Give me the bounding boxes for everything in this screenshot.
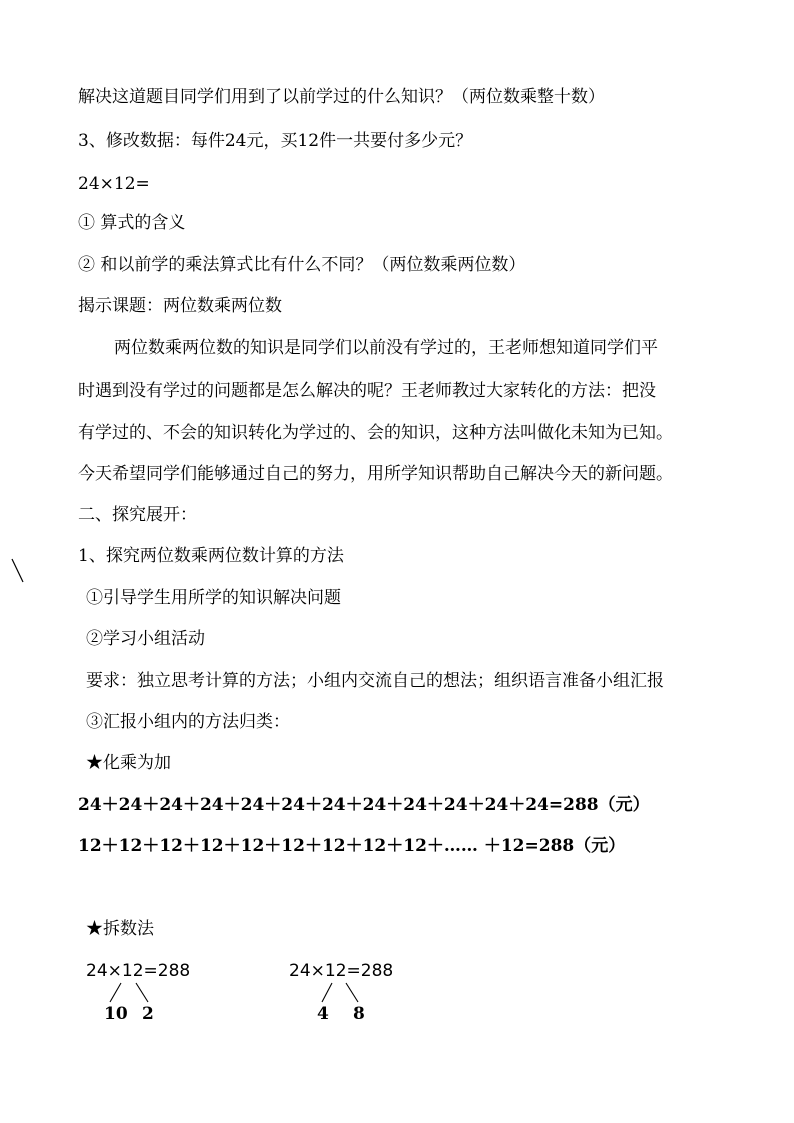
addition-expression-24: 24＋24＋24＋24＋24＋24＋24＋24＋24＋24＋24＋24=288（元） [78,795,650,815]
reveal-topic: 揭示课题：两位数乘两位数 [78,296,282,316]
intro-paragraph-line-4: 今天希望同学们能够通过自己的努力，用所学知识帮助自己解决今天的新问题。 [78,464,673,484]
addition-expression-12: 12＋12＋12＋12＋12＋12＋12＋12＋12＋…… ＋12=288（元） [78,836,626,856]
intro-paragraph-line-1: 两位数乘两位数的知识是同学们以前没有学过的，王老师想知道同学们平 [114,338,658,358]
step-group-activity: ②学习小组活动 [86,629,205,649]
split-tree-1-branches [108,982,158,1004]
split-tree-2-branches [316,982,366,1004]
intro-paragraph-line-2: 时遇到没有学过的问题都是怎么解决的呢？王老师教过大家转化的方法：把没 [78,381,656,401]
step-guide-students: ①引导学生用所学的知识解决问题 [86,588,341,608]
split-tree-2-equation: 24×12=288 [289,961,394,981]
equation-24x12: 24×12= [78,174,150,194]
intro-paragraph-line-3: 有学过的、不会的知识转化为学过的、会的知识，这种方法叫做化未知为已知。 [78,423,673,443]
margin-stroke [10,558,26,584]
section-heading-explore: 二、探究展开： [78,505,197,525]
step-report-classify: ③汇报小组内的方法归类： [86,712,290,732]
split-tree-2-left-part: 4 [317,1004,329,1024]
item-expression-meaning: ① 算式的含义 [78,213,186,233]
item-difference-question: ② 和以前学的乘法算式比有什么不同？（两位数乘两位数） [78,255,526,275]
split-tree-2-right-part: 8 [353,1004,365,1024]
method-split-number: ★拆数法 [86,919,154,939]
requirements: 要求：独立思考计算的方法；小组内交流自己的想法；组织语言准备小组汇报 [86,671,664,691]
split-tree-1-right-part: 2 [142,1004,154,1024]
split-tree-1-equation: 24×12=288 [86,961,191,981]
modify-data-step: 3、修改数据：每件24元，买12件一共要付多少元？ [78,131,473,151]
question-prior-knowledge: 解决这道题目同学们用到了以前学过的什么知识？（两位数乘整十数） [78,87,605,107]
subheading-method: 1、探究两位数乘两位数计算的方法 [78,546,344,566]
split-tree-1-left-part: 10 [104,1004,128,1024]
method-multiplication-to-addition: ★化乘为加 [86,753,171,773]
